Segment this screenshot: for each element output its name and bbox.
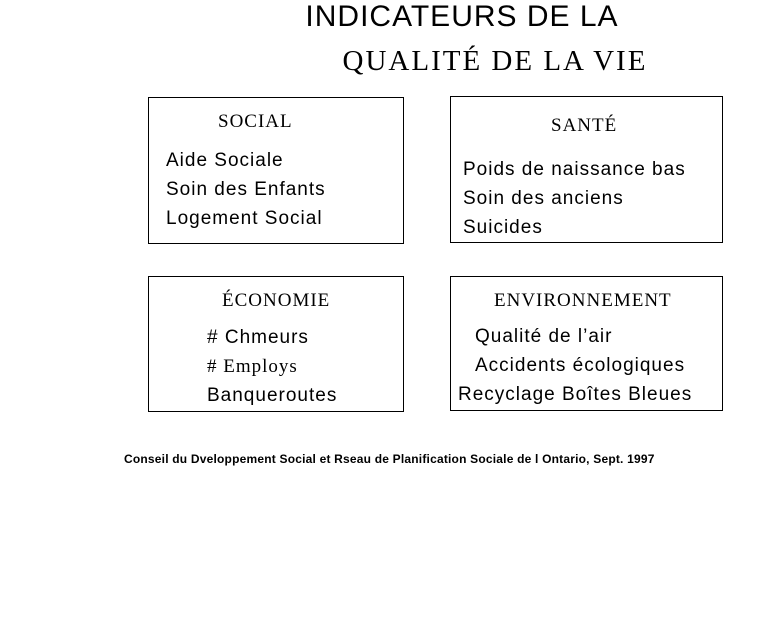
economie-item: # Chmeurs	[207, 327, 309, 348]
social-box	[148, 97, 404, 244]
social-item: Soin des Enfants	[166, 179, 326, 200]
economie-item: # Employs	[207, 356, 298, 377]
economie-box-title: ÉCONOMIE	[222, 290, 331, 311]
environnement-item: Recyclage Boîtes Bleues	[458, 384, 693, 405]
sante-box-title: SANTÉ	[551, 115, 618, 136]
economie-item: Banqueroutes	[207, 385, 338, 406]
sante-box	[450, 96, 723, 243]
sante-item: Soin des anciens	[463, 188, 624, 209]
sante-item: Suicides	[463, 217, 543, 238]
environnement-item: Qualité de l’air	[475, 326, 613, 347]
sante-item: Poids de naissance bas	[463, 159, 686, 180]
environnement-box	[450, 276, 723, 411]
environnement-item: Accidents écologiques	[475, 355, 686, 376]
social-item: Logement Social	[166, 208, 323, 229]
environnement-box-title: ENVIRONNEMENT	[494, 290, 672, 311]
title-line-2: QUALITÉ DE LA VIE	[342, 45, 648, 77]
title-line-1: INDICATEURS DE LA	[305, 0, 619, 33]
source-footer: Conseil du Dveloppement Social et Rseau de Planification Sociale de l Ontario, Sept. 1997	[124, 452, 655, 466]
social-item: Aide Sociale	[166, 150, 284, 171]
social-box-title: SOCIAL	[218, 111, 293, 132]
economie-box	[148, 276, 404, 412]
